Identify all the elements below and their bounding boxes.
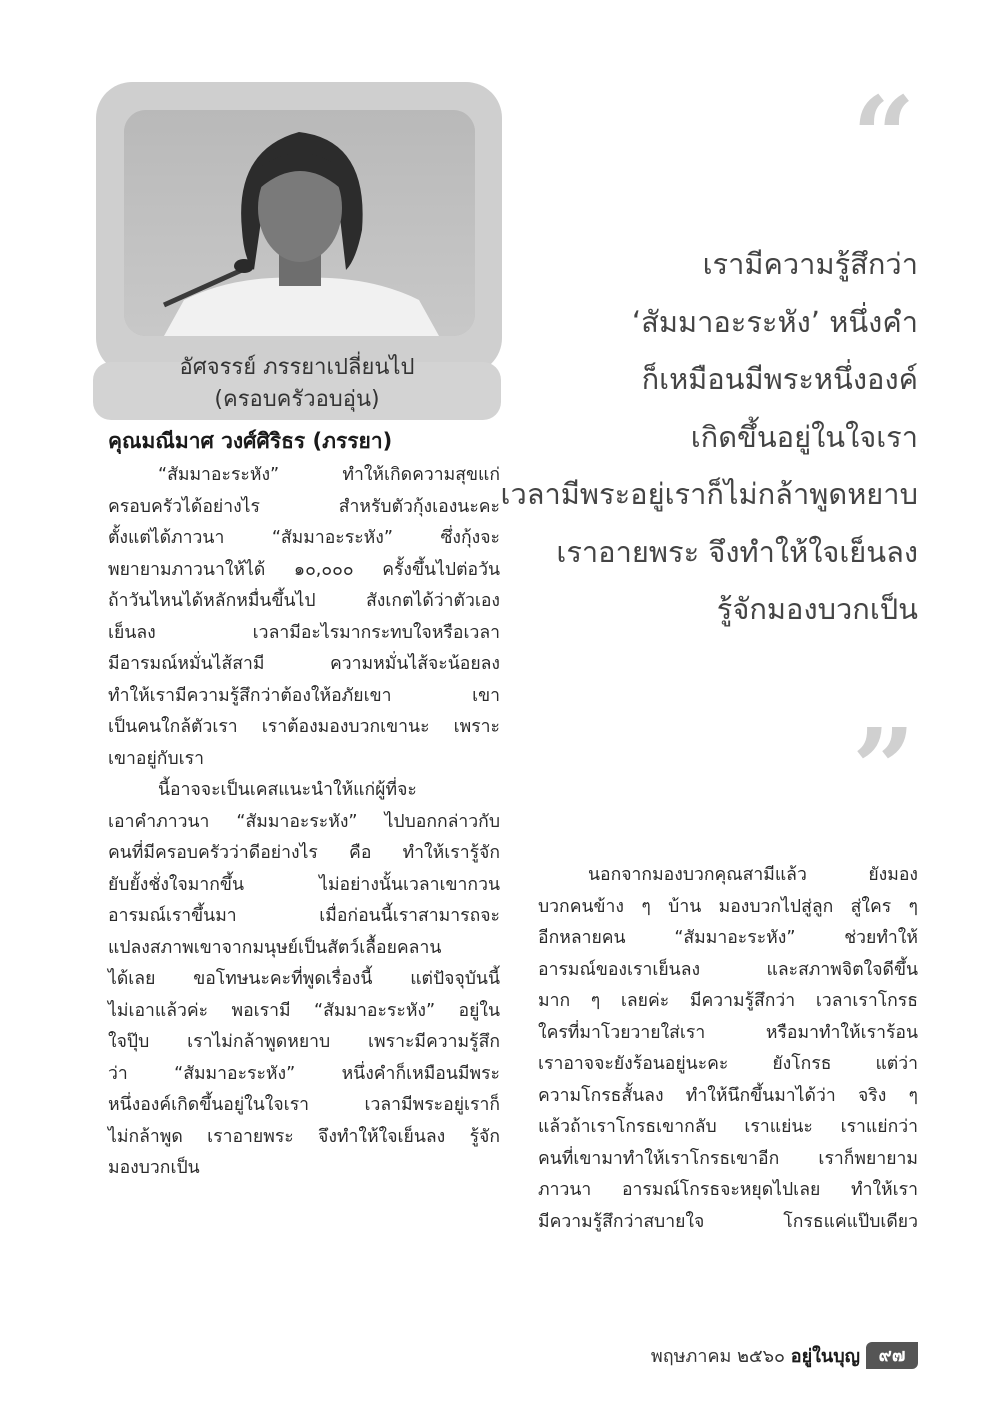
author-byline: คุณมณีมาศ วงศ์ศิริธร (ภรรยา) [108,429,393,453]
paragraph-line: มีอารมณ์หมั่นไส้สามี ความหมั่นไส้จะน้อยลง [108,654,500,674]
pull-quote-line: เวลามีพระอยู่เราก็ไม่กล้าพูดหยาบ [500,477,918,511]
paragraph-line: หนึ่งองค์เกิดขึ้นอยู่ในใจเรา เวลามีพระอยู่เราก็ [108,1095,500,1115]
left-article-column [108,460,500,1185]
paragraph-line: ยับยั้งชั่งใจมากขึ้น ไม่อย่างนั้นเวลาเขากวน [108,874,500,895]
right-article-column [538,860,918,1238]
paragraph-line: “สัมมาอะระหัง” ทำให้เกิดความสุขแก่ [158,465,500,485]
paragraph-line: นอกจากมองบวกคุณสามีแล้ว ยังมอง [588,865,918,885]
paragraph-line: อีกหลายคน “สัมมาอะระหัง” ช่วยทำให้ [538,928,918,948]
paragraph-line: เป็นคนใกล้ตัวเรา เราต้องมองบวกเขานะ เพราะ [108,717,500,737]
issue-date: พฤษภาคม ๒๕๖๐ [650,1346,786,1367]
paragraph-line: แล้วถ้าเราโกรธเขากลับ เราแย่นะ เราแย่กว่า [538,1117,918,1137]
paragraph-line: นี้อาจจะเป็นเคสแนะนำให้แก่ผู้ที่จะ [158,780,417,800]
paragraph-line: ว่า “สัมมาอะระหัง” หนึ่งคำก็เหมือนมีพระ [108,1063,500,1084]
paragraph-line: เย็นลง เวลามีอะไรมากระทบใจหรือเวลา [108,622,500,643]
paragraph-line: ไม่เอาแล้วค่ะ พอเรามี “สัมมาอะระหัง” อยู่ใน [108,1000,500,1021]
pull-quote-line: ‘สัมมาอะระหัง’ หนึ่งคำ [631,304,918,339]
paragraph-line: เอาคำภาวนา “สัมมาอะระหัง” ไปบอกกล่าวกับ [108,811,500,832]
paragraph-line: อารมณ์ของเราเย็นลง และสภาพจิตใจดีขึ้น [538,959,918,980]
paragraph-line: ใจปุ๊บ เราไม่กล้าพูดหยาบ เพราะมีความรู้สึก [108,1032,500,1052]
paragraph-line: ถ้าวันไหนได้หลักหมื่นขึ้นไป สังเกตได้ว่าตัวเอง [108,591,500,611]
paragraph-line: ความโกรธสั้นลง ทำให้นึกขึ้นมาได้ว่า จริง ๆ [538,1085,918,1106]
paragraph-line: ไม่กล้าพูด เราอายพระ จึงทำให้ใจเย็นลง รู้จัก [108,1126,500,1147]
paragraph-line: มาก ๆ เลยค่ะ มีความรู้สึกว่า เวลาเราโกรธ [538,991,918,1011]
pull-quote-line: ก็เหมือนมีพระหนึ่งองค์ [641,362,918,396]
paragraph-line: ครอบครัวได้อย่างไร สำหรับตัวกุ้งเองนะคะ [108,496,500,517]
page-number: ๙๗ [866,1342,918,1369]
caption-subtitle: (ครอบครัวอบอุ่น) [214,387,380,412]
paragraph-line: คนที่เขามาทำให้เราโกรธเขาอีก เราก็พยายาม [538,1148,918,1169]
paragraph-line: เราอาจจะยังร้อนอยู่นะคะ ยังโกรธ แต่ว่า [538,1054,918,1074]
portrait-illustration [124,110,475,336]
pull-quote-line: เกิดขึ้นอยู่ในใจเรา [690,419,918,454]
magazine-name: อยู่ในบุญ [790,1346,860,1367]
paragraph-line: มองบวกเป็น [108,1158,200,1178]
paragraph-line: เขาอยู่กับเรา [108,748,204,769]
caption-title: อัศจรรย์ ภรรยาเปลี่ยนไป [179,355,415,380]
paragraph-line: พยายามภาวนาให้ได้ ๑๐,๐๐๐ ครั้งขึ้นไปต่อวัน [108,559,500,580]
paragraph-line: คนที่มีครอบครัวว่าดีอย่างไร คือ ทำให้เรารู้จัก [108,843,500,863]
paragraph-line: มีความรู้สึกว่าสบายใจ โกรธแค่แป๊บเดียว [538,1211,918,1232]
paragraph-line: ทำให้เรามีความรู้สึกว่าต้องให้อภัยเขา เขา [108,685,500,706]
close-quote-mark: ” [852,704,916,833]
pull-quote-line: เราอายพระ จึงทำให้ใจเย็นลง [556,534,918,569]
pull-quote-line: รู้จักมองบวกเป็น [716,592,918,626]
pull-quote-line: เรามีความรู้สึกว่า [702,247,918,281]
paragraph-line: ตั้งแต่ได้ภาวนา “สัมมาอะระหัง” ซึ่งกุ้งจะ [108,528,500,548]
open-quote-mark: “ [852,72,916,201]
paragraph-line: ได้เลย ขอโทษนะคะที่พูดเรื่องนี้ แต่ปัจจุบันนี้ [108,969,500,989]
paragraph-line: ภาวนา อารมณ์โกรธจะหยุดไปเลย ทำให้เรา [538,1180,918,1200]
portrait-photo [124,110,475,336]
paragraph-line: แปลงสภาพเขาจากมนุษย์เป็นสัตว์เลื้อยคลาน [108,937,442,958]
paragraph-line: ใครที่มาโวยวายใส่เรา หรือมาทำให้เราร้อน [538,1022,918,1043]
page-footer [651,1345,860,1369]
photo-caption [93,352,501,416]
paragraph-line: อารมณ์เราขึ้นมา เมื่อก่อนนี้เราสามารถจะ [108,906,500,926]
paragraph-line: บวกคนข้าง ๆ บ้าน มองบวกไปสู่ลูก สู่ใคร ๆ [538,896,918,917]
pull-quote [501,236,918,639]
